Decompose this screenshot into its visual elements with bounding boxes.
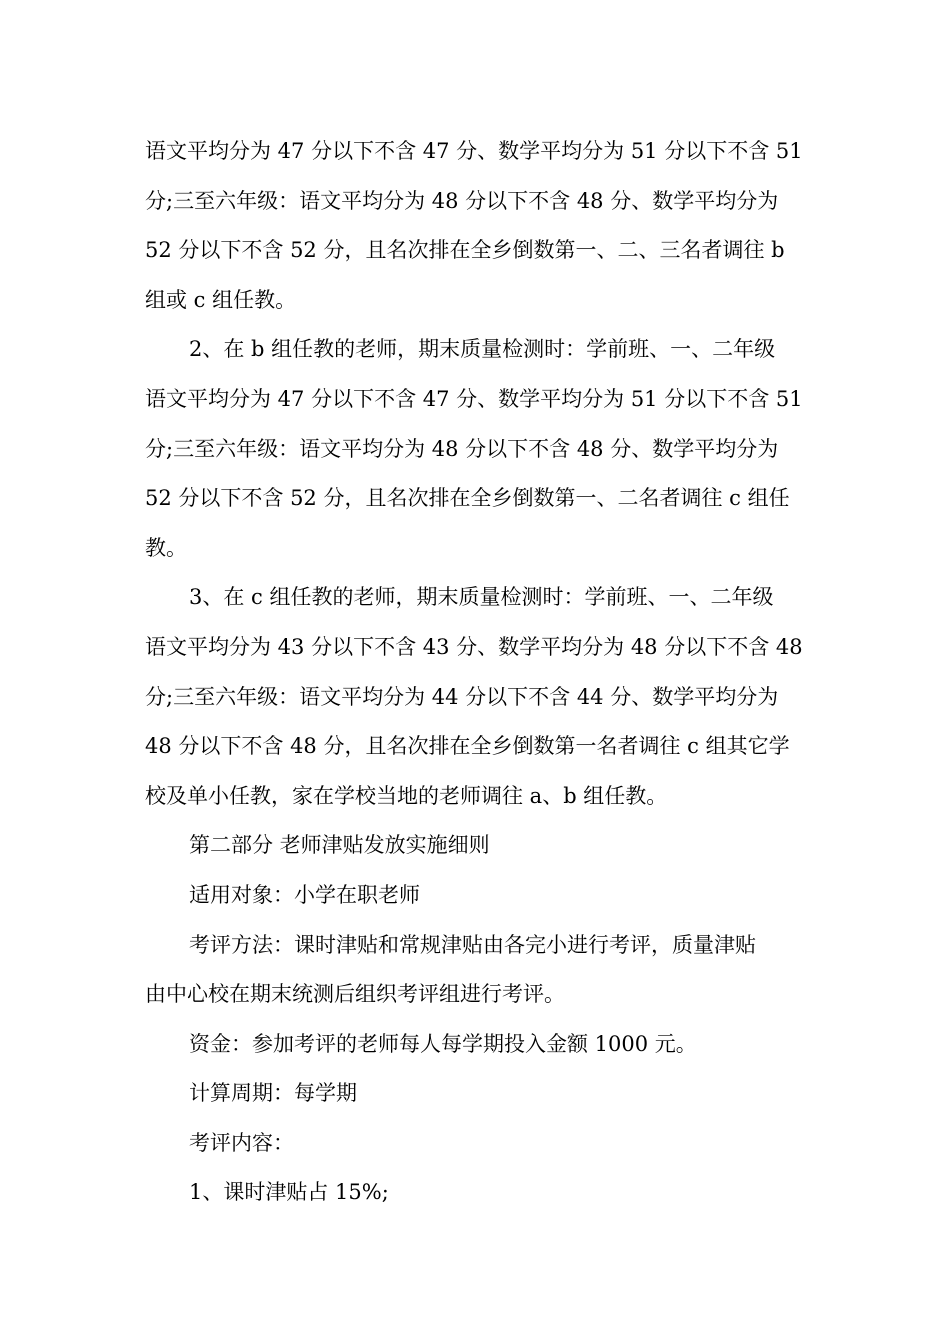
section-heading (145, 821, 810, 871)
paragraph-group-c (145, 573, 810, 821)
paragraph-item-1 (145, 1168, 810, 1218)
text-line: 教。 (145, 535, 187, 560)
text-line: 2、在 b 组任教的老师，期末质量检测时：学前班、一、二年级 (189, 337, 776, 362)
text-line: 语文平均分为 43 分以下不含 43 分、数学平均分为 48 分以下不含 48 (145, 634, 803, 659)
text-line: 适用对象：小学在职老师 (189, 882, 420, 907)
heading-line: 第二部分 老师津贴发放实施细则 (189, 833, 490, 858)
text-line: 考评内容： (189, 1130, 294, 1155)
text-line: 52 分以下不含 52 分，且名次排在全乡倒数第一、二名者调往 c 组任 (145, 486, 790, 511)
paragraph-funds (145, 1020, 810, 1070)
paragraph-scope (145, 871, 810, 921)
text-line: 1、课时津贴占 15%; (189, 1180, 389, 1205)
text-line: 语文平均分为 47 分以下不含 47 分、数学平均分为 51 分以下不含 51 (145, 139, 803, 163)
text-line: 资金：参加考评的老师每人每学期投入金额 1000 元。 (189, 1031, 697, 1056)
text-line: 组或 c 组任教。 (145, 287, 297, 312)
paragraph-group-a-continuation (145, 127, 810, 325)
text-line: 计算周期：每学期 (189, 1081, 357, 1106)
text-line: 校及单小任教，家在学校当地的老师调往 a、b 组任教。 (145, 783, 668, 808)
paragraph-content-label (145, 1119, 810, 1169)
paragraph-method (145, 921, 810, 1020)
text-line: 48 分以下不含 48 分，且名次排在全乡倒数第一名者调往 c 组其它学 (145, 734, 790, 759)
paragraph-period (145, 1069, 810, 1119)
text-line: 分;三至六年级：语文平均分为 44 分以下不含 44 分、数学平均分为 (145, 684, 779, 709)
document-body (145, 127, 810, 1218)
text-line: 语文平均分为 47 分以下不含 47 分、数学平均分为 51 分以下不含 51 (145, 386, 803, 411)
text-line: 3、在 c 组任教的老师，期末质量检测时：学前班、一、二年级 (189, 585, 774, 610)
text-line: 由中心校在期末统测后组织考评组进行考评。 (145, 982, 565, 1007)
text-line: 52 分以下不含 52 分，且名次排在全乡倒数第一、二、三名者调往 b (145, 238, 785, 263)
paragraph-group-b (145, 325, 810, 573)
text-line: 分;三至六年级：语文平均分为 48 分以下不含 48 分、数学平均分为 (145, 436, 779, 461)
text-line: 考评方法：课时津贴和常规津贴由各完小进行考评，质量津贴 (189, 932, 756, 957)
text-line: 分;三至六年级：语文平均分为 48 分以下不含 48 分、数学平均分为 (145, 188, 779, 213)
